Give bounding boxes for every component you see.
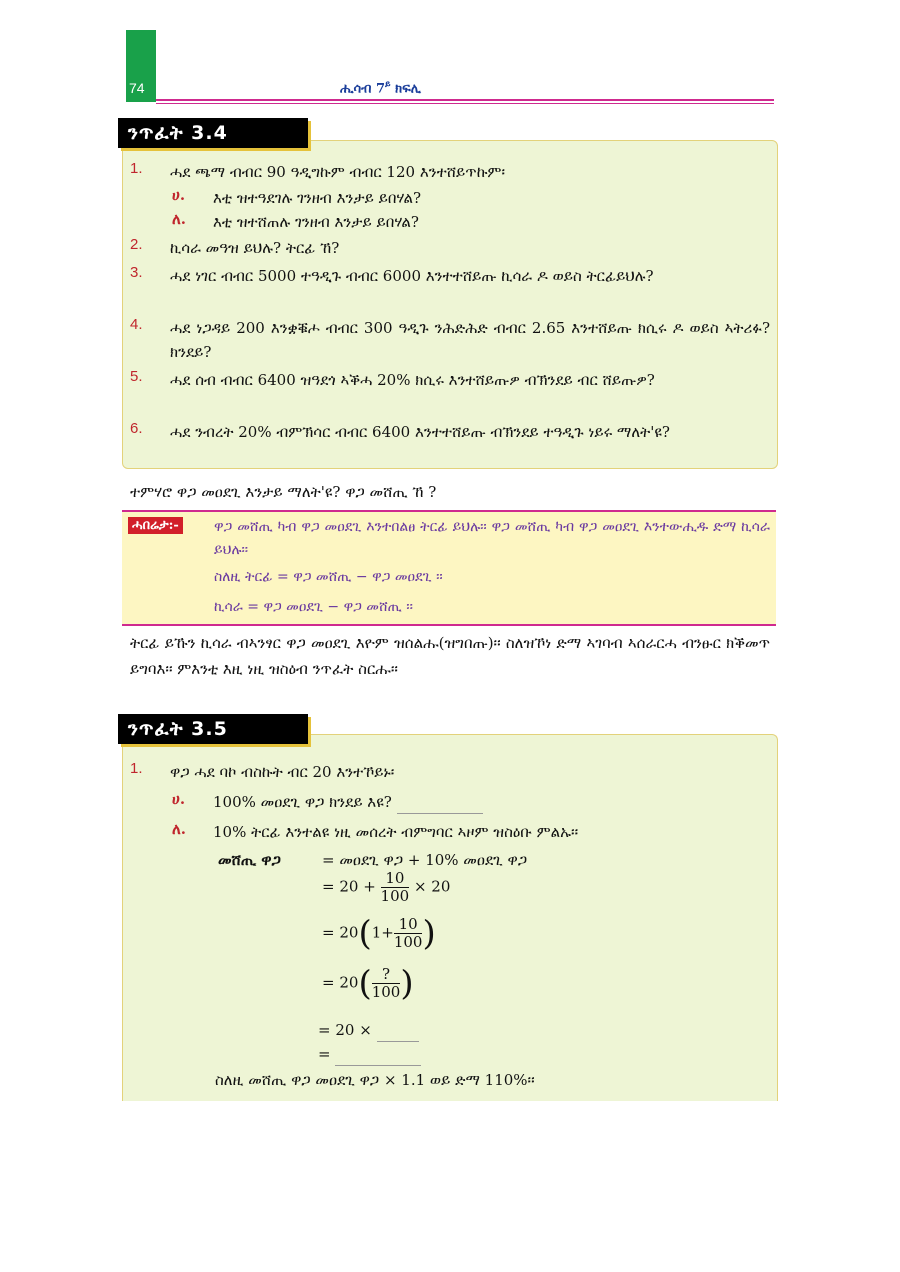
conclusion: ስለዚ መሸጢ ዋጋ መዐደጊ ዋጋ × 1.1 ወይ ድማ 110%፡፡ [215,1071,535,1089]
note-line-1: ዋጋ መሸጢ ካብ ዋጋ መዐደጊ እንተበልፀ ትርፊ ይህሉ፡፡ ዋጋ መሸጢ ካብ ዋጋ መዐደጊ እንተውሒዱ ድማ ኪሳራ ይህሉ፡፡ [214,519,770,558]
question-line: ተምሃሮ ዋጋ መዐደጊ እንታይ ማለት'ዩ? ዋጋ መሸጢ ኸ ? [130,483,437,501]
paragraph: ትርፊ ይኹን ኪሳራ ብኣንፃር ዋጋ መዐደጊ እዮም ዝሰልሑ(ዝግበጡ)፡፡ ስለዝኾነ ድማ ኣገባብ ኣሰራርሓ ብንፁር ክቕመጥ ይግባእ፡፡ ምእንቲ እዚ ነዚ ዝስዕብ ንጥፈት ስርሑ፡፡ [130,634,770,678]
eq-line-6: = [318,1042,421,1066]
item-number: 6. [130,420,143,437]
note-line-3: ኪሳራ = ዋጋ መዐደጊ − ዋጋ መሸጢ ፡፡ [214,599,413,615]
activity-title-1: ንጥፈት 3.4 [118,118,308,148]
fraction: $\frac{10}{100}$ [380,869,410,905]
item-number: 3. [130,264,143,281]
sub-text: እቲ ዝተሸጠሉ ገንዘብ እንታይ ይበሃል? [213,213,419,231]
eq-line-1: = መዐደጊ ዋጋ + 10% መዐደጊ ዋጋ [322,851,528,869]
sub-text: እቲ ዝተዓደገሉ ገንዘብ እንታይ ይበሃል? [213,189,422,207]
fraction: $\frac{?}{100}$ [371,965,401,1001]
item-text: ሓደ ሰብ ብብር 6400 ዝዓደጎ ኣቕሓ 20% ክሲሩ እንተሸይጡዎ ብኽንደይ ብር ሸይጡዎ? [170,371,655,389]
sub-text: 100% መዐደጊ ዋጋ ክንደይ እዩ? [213,790,483,814]
sub-label: ሀ. [172,790,186,808]
item-text: ሓደ ነገር ብብር 5000 ተዓዲጉ ብብር 6000 እንተተሸይጡ ኪሳራ ዶ ወይስ ትርፊይህሉ? [170,267,654,285]
item-text: ኪሳራ መዓዝ ይህሉ? ትርፊ ኸ? [170,239,340,257]
fraction: $\frac{10}{100}$ [393,915,423,951]
eq-line-2: = 20 + $\frac{10}{100}$ × 20 [322,869,451,905]
item-number: 1. [130,160,143,177]
eq-lhs: መሸጢ ዋጋ [218,851,281,869]
item-number: 2. [130,236,143,253]
page-number: 74 [129,80,145,96]
item-text: ዋጋ ሓደ ባኮ ብስኩት ብር 20 እንተኾይኑ፡ [170,763,395,781]
item-text: ሓደ ነጋዳይ 200 እንቋቑሖ ብብር 300 ዓዲጉ ንሕድሕድ ብብር 2.65 እንተሸይጡ ክሲሩ ዶ ወይስ ኣትሪፉ? ክንደይ? [170,319,770,361]
item-number: 5. [130,368,143,385]
header-rule-thin [156,103,774,104]
sub-label: ለ. [172,820,187,838]
sub-label: ለ. [172,210,187,228]
item-text: ሓደ ንብረት 20% ብምኽሳር ብብር 6400 እንተተሸይጡ ብኽንደይ ተዓዲጉ ነይሩ ማለት'ዩ? [170,423,670,441]
sub-label: ሀ. [172,186,186,204]
activity-title-2: ንጥፈት 3.5 [118,714,308,744]
eq-line-3: = 20(1+ $\frac{10}{100}$ ) [322,913,436,954]
header-rule [156,99,774,101]
sub-text: 10% ትርፊ እንተልዩ ነዚ መሰረት ብምግባር ኣዞም ዝስዕቡ ምልኡ፡፡ [213,823,579,841]
eq-line-5: = 20 × [318,1018,419,1042]
item-text: ሓደ ጫማ ብብር 90 ዓዲግኩም ብብር 120 እንተሸይጥኩም፡ [170,163,505,181]
answer-blank[interactable] [335,1065,421,1066]
answer-blank[interactable] [397,813,483,814]
note-line-2: ስለዚ ትርፊ = ዋጋ መሸጢ − ዋጋ መዐደጊ ፡፡ [214,569,443,585]
header-title: ሒሳብ $7^ይ$ ክፍሊ [340,80,421,97]
item-number: 1. [130,760,143,777]
note-label: ሓበሬታ:- [128,517,183,534]
item-number: 4. [130,316,143,333]
eq-line-4: = 20( $\frac{?}{100}$ ) [322,963,414,1004]
